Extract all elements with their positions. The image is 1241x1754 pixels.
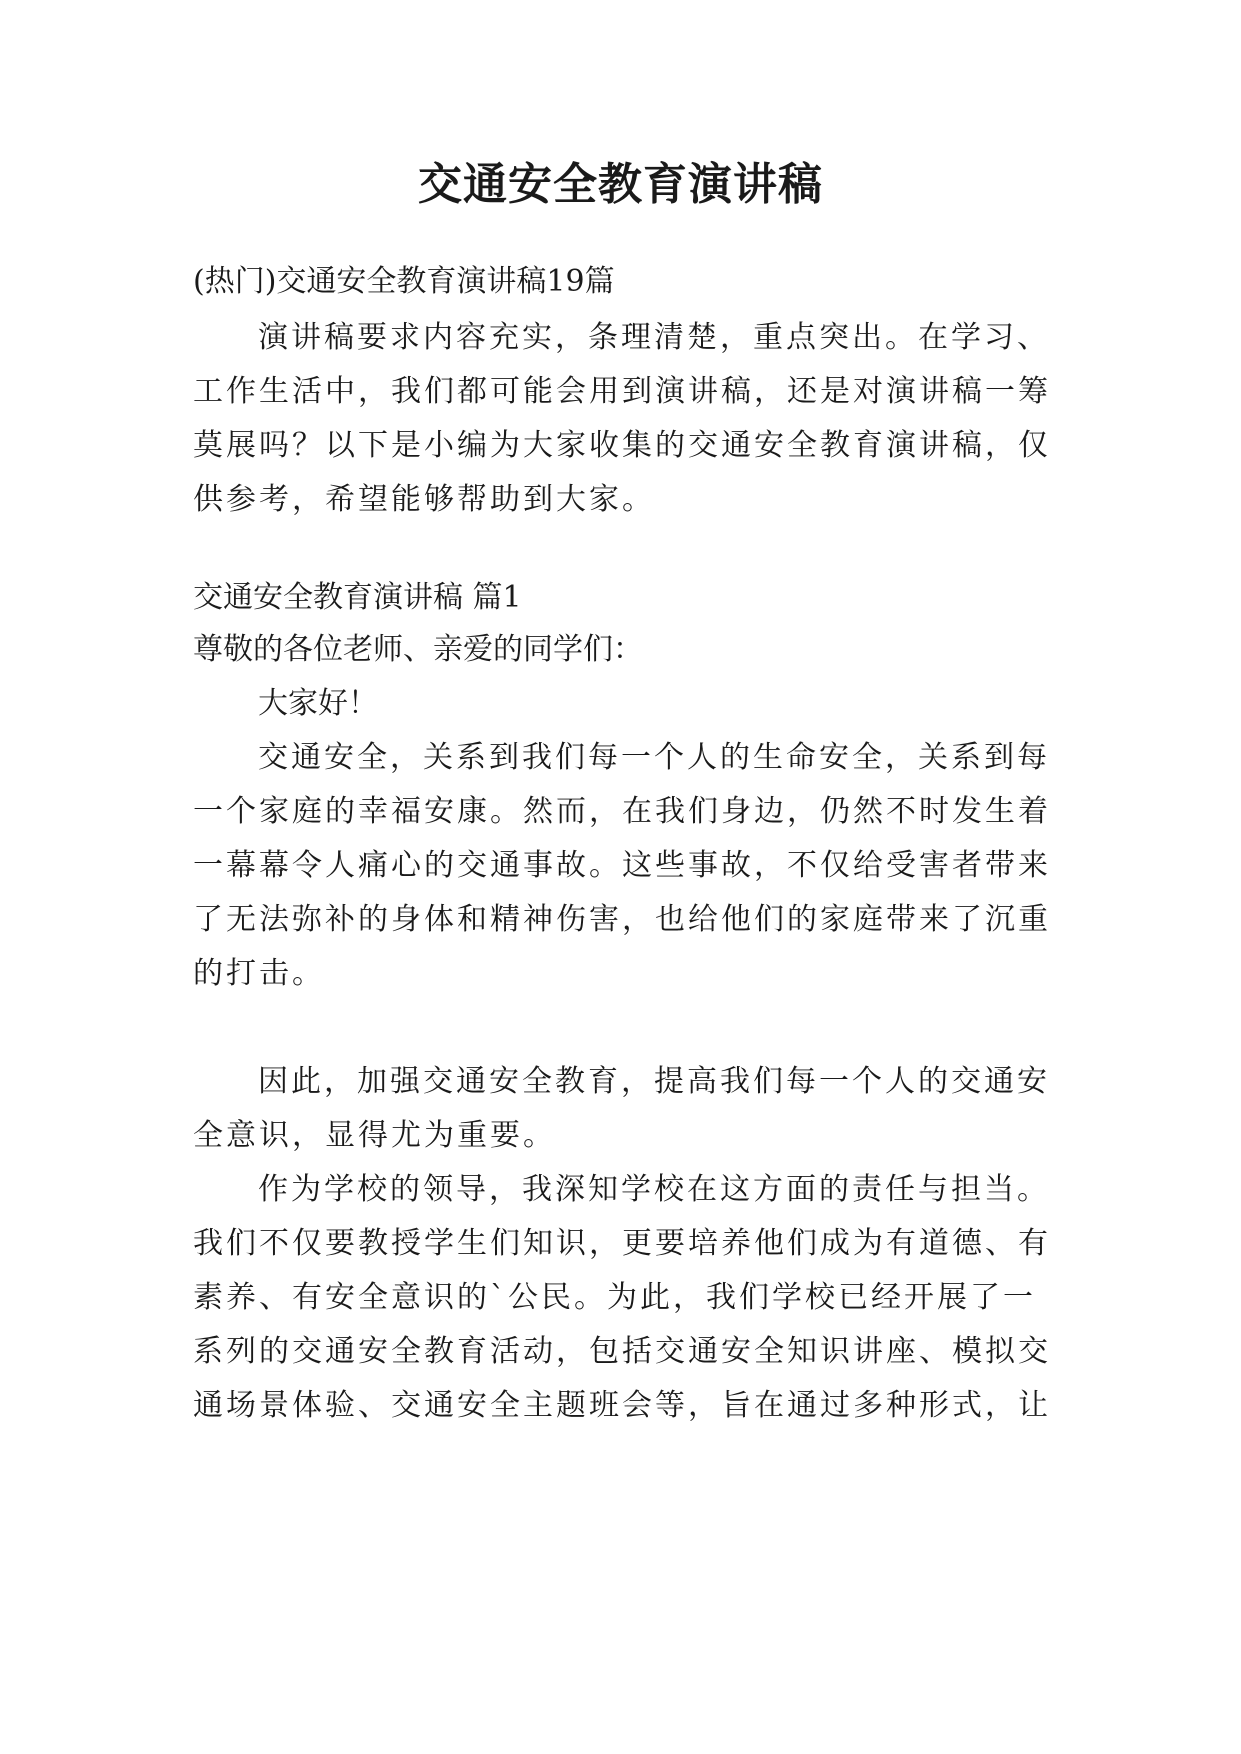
document-subtitle: (热门)交通安全教育演讲稿19篇 [193,264,615,299]
paragraph-line: 作为学校的领导，我深知学校在这方面的责任与担当。 [258,1172,1050,1207]
paragraph-line: 的打击。 [193,956,325,991]
paragraph-line: 系列的交通安全教育活动，包括交通安全知识讲座、模拟交 [193,1334,1051,1369]
greeting: 大家好！ [258,686,378,721]
paragraph-line: 工作生活中，我们都可能会用到演讲稿，还是对演讲稿一筹 [193,374,1051,409]
paragraph-line: 演讲稿要求内容充实，条理清楚，重点突出。在学习、 [258,320,1050,355]
paragraph-line: 一个家庭的幸福安康。然而，在我们身边，仍然不时发生着 [193,794,1051,829]
paragraph-line: 莫展吗？以下是小编为大家收集的交通安全教育演讲稿，仅 [193,428,1051,463]
paragraph-line: 供参考，希望能够帮助到大家。 [193,482,655,517]
section-heading: 交通安全教育演讲稿 篇1 [193,580,522,615]
paragraph-line: 因此，加强交通安全教育，提高我们每一个人的交通安 [258,1064,1050,1099]
paragraph-line: 通场景体验、交通安全主题班会等，旨在通过多种形式，让 [193,1388,1051,1423]
paragraph-line: 一幕幕令人痛心的交通事故。这些事故，不仅给受害者带来 [193,848,1051,883]
paragraph-line: 交通安全，关系到我们每一个人的生命安全，关系到每 [258,740,1050,775]
paragraph-line: 全意识，显得尤为重要。 [193,1118,556,1153]
paragraph-line: 我们不仅要教授学生们知识，更要培养他们成为有道德、有 [193,1226,1051,1261]
document-title: 交通安全教育演讲稿 [418,159,823,210]
paragraph-line: 了无法弥补的身体和精神伤害，也给他们的家庭带来了沉重 [193,902,1051,937]
salutation: 尊敬的各位老师、亲爱的同学们： [193,632,643,667]
paragraph-line: 素养、有安全意识的`公民。为此，我们学校已经开展了一 [193,1280,1036,1315]
